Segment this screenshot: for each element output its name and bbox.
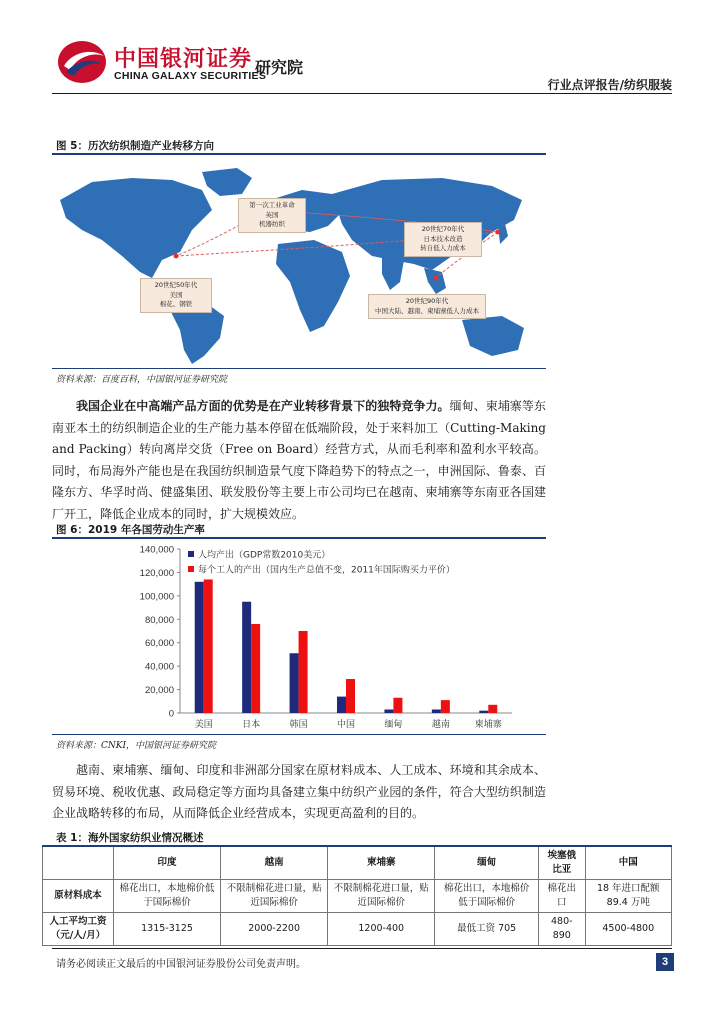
paragraph-1: [52, 396, 546, 525]
table-cell: 1315-3125: [114, 913, 221, 946]
legend-label: 人均产出（GDP常数2010美元）: [198, 550, 331, 561]
world-map-svg: [52, 160, 546, 365]
figure5-bottom-rule: [52, 368, 546, 369]
bar-per-capita: [432, 709, 441, 713]
callout-us: 20世纪50年代 美国 棉花、钢铁: [140, 278, 212, 313]
x-tick-label: 缅甸: [384, 720, 403, 730]
world-map: [52, 160, 546, 365]
y-tick-label: 80,000: [144, 614, 174, 626]
table-header-cell: 中国: [585, 846, 671, 880]
bar-chart: [52, 541, 546, 731]
table1-grid: [42, 845, 672, 946]
table-cell: 棉花出口: [539, 880, 585, 913]
footer-disclaimer: 请务必阅读正文最后的中国银河证券股份公司免责声明。: [56, 959, 306, 970]
table-cell: 棉花出口，本地棉价低于国际棉价: [435, 880, 539, 913]
galaxy-logo-icon: [56, 38, 108, 86]
bar-per-worker: [393, 698, 402, 713]
y-tick-label: 120,000: [139, 567, 174, 579]
figure6-title: 图 6：2019 年各国劳动生产率: [56, 524, 205, 536]
y-tick-label: 0: [168, 708, 174, 720]
paragraph-1-lead: 我国企业在中高端产品方面的优势是在产业转移背景下的独特竞争力。: [76, 399, 450, 413]
paragraph-2: 越南、柬埔寨、缅甸、印度和非洲部分国家在原材料成本、人工成本、环境和其余成本、贸易环境、税收优惠、政局稳定等方面均具备建立集中纺织产业园的条件，符合大型纺织制造企业战略转移的布局，从而降低企业经营成本，实现更高盈利的目的。: [52, 763, 546, 820]
y-tick-label: 100,000: [139, 591, 174, 603]
table1-title: 表 1：海外国家纺织业情况概述: [56, 832, 204, 844]
report-type: 行业点评报告/纺织服装: [547, 78, 672, 92]
bar-per-capita: [384, 709, 393, 713]
table-header-row: [43, 846, 672, 880]
callout-japan: 20世纪70年代 日本技术改造 转自低人力成本: [404, 222, 482, 257]
bar-per-worker: [251, 624, 260, 713]
bar-per-worker: [299, 631, 308, 713]
logo-suffix: 研究院: [255, 58, 304, 77]
x-tick-label: 越南: [431, 720, 450, 730]
bar-per-worker: [346, 679, 355, 713]
logo: [56, 38, 108, 86]
table-header-cell: 印度: [114, 846, 221, 880]
legend-swatch: [188, 566, 194, 572]
paragraph-1-body: 缅甸、柬埔寨等东南亚本土的纺织制造企业的生产能力基本停留在低端阶段，处于来料加工（Cutting-Making and Packing）转向离岸交货（Free on Board）经营方式，从而毛利率和盈利水平较高。同时，布局海外产能也是在我国纺织制造景气度下降趋势下的特点之一，申洲国际、鲁泰、百隆东方、华孚时尚、健盛集团、联发股份等主要上市公司均已在越南、柬埔寨等东南亚各国建厂开工，降低企业成本的同时，扩大规模效应。: [52, 399, 546, 521]
legend-label: 每个工人的产出（国内生产总值不变，2011年国际购买力平价）: [198, 565, 455, 576]
table-header-cell: 缅甸: [435, 846, 539, 880]
x-tick-label: 韩国: [289, 720, 308, 730]
page-number: 3: [656, 953, 674, 971]
table-row-label: 原材料成本: [43, 880, 114, 913]
figure6-bottom-rule: [52, 734, 546, 735]
table-cell: 2000-2200: [221, 913, 328, 946]
bar-per-capita: [479, 711, 488, 713]
x-tick-label: 美国: [194, 720, 213, 730]
figure5-source: 资料来源：百度百科，中国银河证券研究院: [56, 375, 228, 385]
bar-per-capita: [337, 697, 346, 713]
bar-per-worker: [441, 700, 450, 713]
x-tick-label: 柬埔寨: [474, 720, 502, 730]
table-row: [43, 880, 672, 913]
y-tick-label: 40,000: [144, 661, 174, 673]
figure6-source: 资料来源：CNKI，中国银河证券研究院: [56, 741, 217, 751]
y-tick-label: 140,000: [139, 544, 174, 556]
table-cell: 最低工资 705: [435, 913, 539, 946]
x-tick-label: 日本: [242, 720, 261, 730]
logo-cn-text: 中国银河证券: [114, 47, 253, 72]
table-cell: 4500-4800: [585, 913, 671, 946]
logo-en-text: CHINA GALAXY SECURITIES: [114, 70, 267, 82]
callout-uk: 第一次工业革命 英国 机器纺织: [238, 198, 306, 233]
x-tick-label: 中国: [336, 720, 356, 730]
table-row: [43, 913, 672, 946]
y-tick-label: 60,000: [144, 638, 174, 650]
header-rule: [52, 93, 672, 94]
bar-per-worker: [204, 579, 213, 713]
y-tick-label: 20,000: [144, 685, 174, 697]
bar-chart-svg: [52, 541, 546, 731]
table-cell: 480-890: [539, 913, 585, 946]
bar-per-capita: [242, 602, 251, 713]
figure5-rule: [52, 153, 546, 155]
footer-rule: [52, 948, 672, 949]
bar-per-capita: [290, 653, 299, 713]
table-cell: 18 年进口配额 89.4 万吨: [585, 880, 671, 913]
figure6-rule: [52, 537, 546, 539]
table-header-cell: 越南: [221, 846, 328, 880]
bar-per-worker: [488, 705, 497, 713]
table-header-cell: 埃塞俄比亚: [539, 846, 585, 880]
table-row-label: 人工平均工资（元/人/月）: [43, 913, 114, 946]
table-header-cell: 柬埔寨: [328, 846, 435, 880]
callout-china: 20世纪90年代 中国大陆、越南、柬埔寨低人力成本: [368, 294, 486, 319]
table1: [42, 845, 672, 946]
table-header-cell: [43, 846, 114, 880]
table-cell: 棉花出口，本地棉价低于国际棉价: [114, 880, 221, 913]
table-cell: 不限制棉花进口量，贴近国际棉价: [328, 880, 435, 913]
legend-swatch: [188, 551, 194, 557]
table-cell: 不限制棉花进口量，贴近国际棉价: [221, 880, 328, 913]
table-cell: 1200-400: [328, 913, 435, 946]
figure5-title: 图 5：历次纺织制造产业转移方向: [56, 140, 214, 152]
bar-per-capita: [195, 582, 204, 713]
